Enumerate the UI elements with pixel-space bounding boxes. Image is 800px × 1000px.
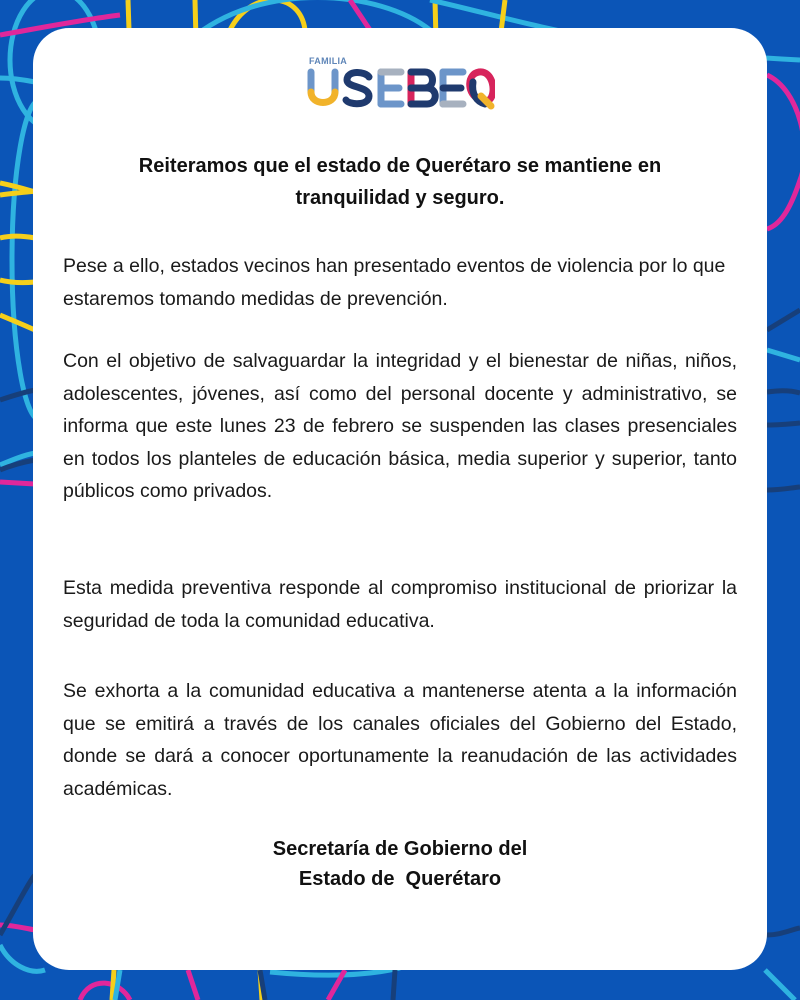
- paragraph-class-suspension: Con el objetivo de salvaguardar la integridad y el bienestar de niñas, niños, adolescentes, jóvenes, así como del personal docente y administrativo, se informa que este lunes 23 de febrero se suspenden las clases presenciales en todos los planteles de educación básica, media superior y superior, tanto públicos como privados.: [63, 350, 737, 502]
- paragraph-prevention: Pese a ello, estados vecinos han presentado eventos de violencia por lo que estaremos tomando medidas de prevención.: [63, 255, 726, 310]
- signature-line-2: Estado de Querétaro: [298, 868, 502, 890]
- usebeq-logo: [305, 55, 495, 110]
- paragraph-preventive-measure: Esta medida preventiva responde al compromiso institucional de priorizar la seguridad de toda la comunidad educativa.: [63, 577, 737, 632]
- headline-line-2: tranquilidad y seguro.: [295, 187, 505, 209]
- logo-familia-text: FAMILIA: [309, 56, 348, 66]
- paragraph-official-channels: Se exhorta a la comunidad educativa a mantenerse atenta a la información que se emitirá a través de los canales oficiales del Gobierno del Estado, donde se dará a conocer oportunamente la reanudación de las actividades académicas.: [63, 680, 737, 800]
- usebeq-wordmark-icon: [305, 68, 495, 110]
- headline-line-1: Reiteramos que el estado de Querétaro se mantiene en: [138, 155, 662, 177]
- headline: [60, 150, 740, 214]
- signature-line-1: Secretaría de Gobierno del: [272, 838, 528, 860]
- signature: [200, 834, 600, 894]
